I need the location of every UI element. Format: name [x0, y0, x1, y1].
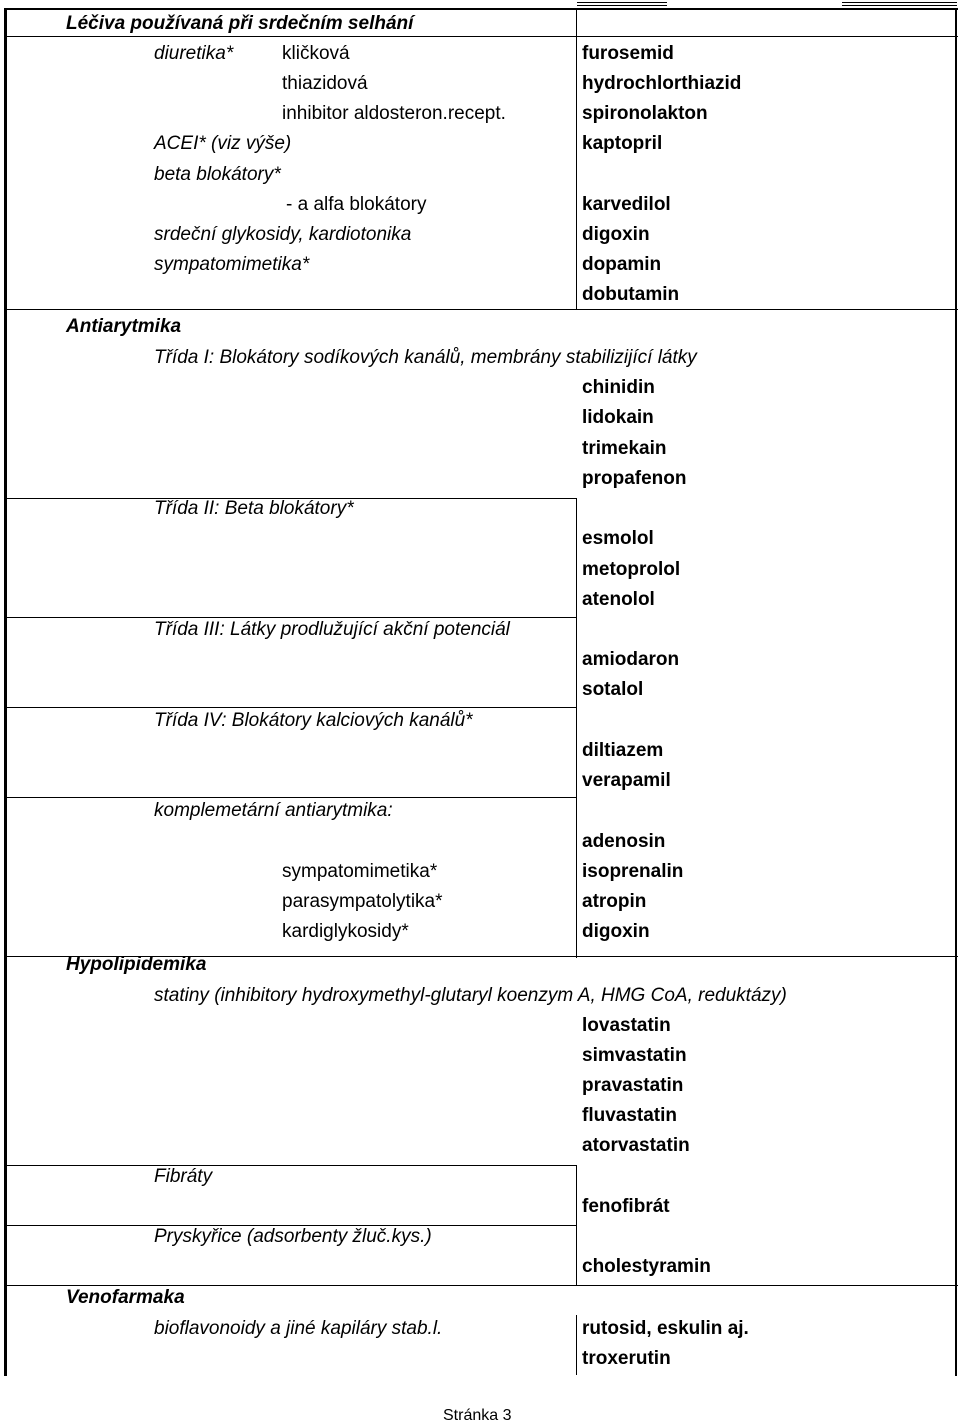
drug-fenofibrat: fenofibrát [582, 1196, 670, 1217]
drug-adenosin: adenosin [582, 831, 666, 852]
drug-amiodaron: amiodaron [582, 649, 680, 670]
category-glyko: srdeční glykosidy, kardiotonika [154, 224, 412, 245]
sub-parasympatolytika: parasympatolytika* [282, 891, 443, 912]
category-class4: Třída IV: Blokátory kalciových kanálů* [154, 710, 473, 731]
drug-troxerutin: troxerutin [582, 1348, 671, 1369]
header-mark-2b [842, 5, 957, 6]
drug-rutosid: rutosid, eskulin aj. [582, 1318, 749, 1339]
drug-trimekain: trimekain [582, 438, 667, 459]
drug-kaptopril: kaptopril [582, 133, 663, 154]
section-venofarmaka: Venofarmaka [66, 1287, 185, 1308]
sub-inhibitor: inhibitor aldosteron.recept. [282, 103, 506, 124]
drug-verapamil: verapamil [582, 770, 671, 791]
category-statiny: statiny (inhibitory hydroxymethyl-glutaryl koenzym A, HMG CoA, reduktázy) [154, 985, 787, 1006]
sub-thiazidova: thiazidová [282, 73, 368, 94]
drug-digoxin-1: digoxin [582, 224, 650, 245]
section-antiarrhythmics: Antiarytmika [66, 316, 182, 337]
sub-alfa: - a alfa blokátory [286, 194, 427, 215]
category-bioflavonoidy: bioflavonoidy a jiné kapiláry stab.l. [154, 1318, 443, 1339]
drug-fluvastatin: fluvastatin [582, 1105, 678, 1126]
drug-atorvastatin: atorvastatin [582, 1135, 690, 1156]
header-mark-2 [842, 2, 957, 3]
drug-furosemid: furosemid [582, 43, 674, 64]
drug-spironolakton: spironolakton [582, 103, 708, 124]
left-border [4, 8, 7, 1376]
category-komplementarni: komplemetární antiarytmika: [154, 800, 393, 821]
drug-cholestyramin: cholestyramin [582, 1256, 711, 1277]
column-divider-2 [576, 498, 577, 958]
category-fibraty: Fibráty [154, 1166, 213, 1187]
category-class2: Třída II: Beta blokátory* [154, 498, 354, 519]
drug-lidokain: lidokain [582, 407, 654, 428]
drug-digoxin-2: digoxin [582, 921, 650, 942]
row-line-1 [4, 36, 958, 37]
category-diuretika: diuretika* [154, 43, 234, 64]
section-heart-failure: Léčiva používaná při srdečním selhání [66, 13, 414, 34]
category-beta: beta blokátory* [154, 164, 281, 185]
top-border [4, 8, 958, 10]
right-border [955, 8, 957, 1376]
drug-atropin: atropin [582, 891, 647, 912]
drug-hydrochlorthiazid: hydrochlorthiazid [582, 73, 742, 94]
category-sympato: sympatomimetika* [154, 254, 310, 275]
page-footer: Stránka 3 [443, 1407, 512, 1424]
drug-dobutamin: dobutamin [582, 284, 680, 305]
row-line-6 [4, 797, 577, 798]
category-pryskyrice: Pryskyřice (adsorbenty žluč.kys.) [154, 1226, 432, 1247]
row-line-5 [4, 707, 577, 708]
drug-diltiazem: diltiazem [582, 740, 664, 761]
column-divider-1 [576, 10, 577, 310]
drug-metoprolol: metoprolol [582, 559, 681, 580]
sub-klickova: kličková [282, 43, 350, 64]
row-line-10 [4, 1285, 958, 1286]
drug-atenolol: atenolol [582, 589, 655, 610]
category-class1: Třída I: Blokátory sodíkových kanálů, membrány stabilizijící látky [154, 347, 697, 368]
drug-esmolol: esmolol [582, 528, 654, 549]
column-divider-4 [576, 1315, 577, 1375]
category-acei: ACEI* (viz výše) [154, 133, 292, 154]
sub-sympatomimetika: sympatomimetika* [282, 861, 438, 882]
drug-propafenon: propafenon [582, 468, 687, 489]
drug-simvastatin: simvastatin [582, 1045, 687, 1066]
row-line-2 [4, 309, 958, 310]
drug-pravastatin: pravastatin [582, 1075, 684, 1096]
drug-lovastatin: lovastatin [582, 1015, 671, 1036]
section-hypolipidemics: Hypolipidemika [66, 954, 207, 975]
drug-isoprenalin: isoprenalin [582, 861, 684, 882]
row-line-4 [4, 617, 577, 618]
sub-kardiglykosidy: kardiglykosidy* [282, 921, 409, 942]
category-class3: Třída III: Látky prodlužující akční potenciál [154, 619, 510, 640]
drug-karvedilol: karvedilol [582, 194, 671, 215]
drug-sotalol: sotalol [582, 679, 644, 700]
row-line-8 [4, 1165, 577, 1166]
drug-chinidin: chinidin [582, 377, 655, 398]
drug-dopamin: dopamin [582, 254, 662, 275]
header-mark-1b [577, 5, 667, 6]
header-mark-1 [577, 2, 667, 3]
